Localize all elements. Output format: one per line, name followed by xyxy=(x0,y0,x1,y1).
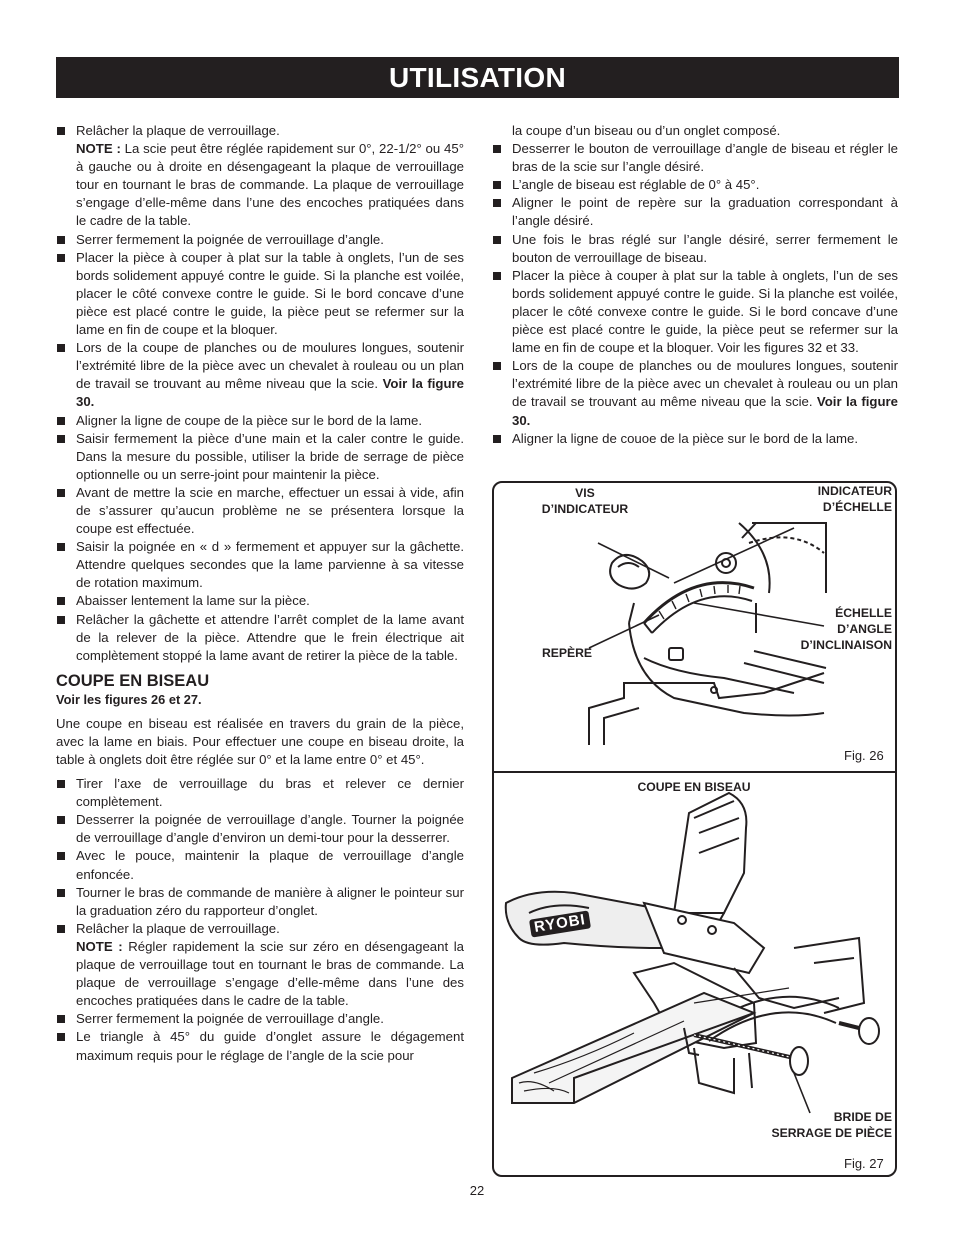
figure-reference: Voir la figure 30. xyxy=(512,394,899,428)
label-bride-serrage xyxy=(762,1109,892,1141)
list-item: Avant de mettre la scie en marche, effectuer un essai à vide, afin de s’assurer qu’aucun problème ne se présentera lorsque la coupe est effectuée. xyxy=(56,484,464,538)
note-text: La scie peut être réglée rapidement sur 0°, 22-1/2° ou 45° à gauche ou à droite en désengageant la plaque de verrouillage tour en tournant le bras de commande. La plaque de verrouillage s’engage d’elle-même dans l’une des encoches pratiquées dans le cadre de la table. xyxy=(76,141,464,229)
label-line: BRIDE DE xyxy=(833,1110,892,1124)
right-column xyxy=(492,122,898,448)
figure-27-caption: Fig. 27 xyxy=(844,1156,884,1171)
list-item: Le triangle à 45° du guide d’onglet assure le dégagement maximum requis pour le réglage de l’angle de la scie pour xyxy=(56,1028,464,1064)
list-item: Abaisser lentement la lame sur la pièce. xyxy=(56,592,464,610)
list-item: Tourner le bras de commande de manière à aligner le pointeur sur la graduation zéro du rapporteur d’onglet. xyxy=(56,884,464,920)
list-item: Desserrer la poignée de verrouillage d’angle. Tourner la poignée de verrouillage d’angle d’environ un demi-tour pour la desserrer. xyxy=(56,811,464,847)
list-item: Tirer l’axe de verrouillage du bras et relever ce dernier complètement. xyxy=(56,775,464,811)
list-item xyxy=(492,357,898,429)
list-item-text: Lors de la coupe de planches ou de moulures longues, soutenir l’extrémité libre de la pièce avec un chevalet à rouleau ou un plan de travail se trouvant au même niveau que la scie. xyxy=(512,358,898,410)
label-repere xyxy=(532,645,602,661)
list-item: Desserrer le bouton de verrouillage d’angle de biseau et régler le bras de la scie sur l’angle désiré. xyxy=(492,140,898,176)
list-item: Aligner la ligne de couoe de la pièce sur le bord de la lame. xyxy=(492,430,898,448)
list-item: Relâcher la plaque de verrouillage. xyxy=(56,920,464,938)
list-item: L’angle de biseau est réglable de 0° à 45°. xyxy=(492,176,898,194)
note-label: NOTE : xyxy=(76,938,123,954)
continued-text: la coupe d’un biseau ou d’un onglet composé. xyxy=(512,123,781,138)
instruction-list-4 xyxy=(56,1010,464,1064)
instruction-list-2 xyxy=(56,231,464,665)
note-paragraph xyxy=(56,938,464,1010)
label-echelle-angle xyxy=(780,605,892,653)
section-subtitle: Voir les figures 26 et 27. xyxy=(56,691,202,707)
instruction-list-1 xyxy=(56,122,464,140)
label-vis-indicateur xyxy=(530,485,640,517)
list-item: Une fois le bras réglé sur l’angle désiré, serrer fermement le bouton de verrouillage de biseau. xyxy=(492,231,898,267)
list-item: Aligner le point de repère sur la graduation correspondant à l’angle désiré. xyxy=(492,194,898,230)
label-line: INDICATEUR xyxy=(817,484,892,498)
list-item: Relâcher la plaque de verrouillage. xyxy=(56,122,464,140)
list-item xyxy=(56,339,464,411)
label-line: D’ANGLE xyxy=(837,622,892,636)
label-line: REPÈRE xyxy=(541,646,593,660)
label-coupe-en-biseau xyxy=(614,779,774,795)
list-item: Avec le pouce, maintenir la plaque de verrouillage d’angle enfoncée. xyxy=(56,847,464,883)
section-header xyxy=(56,57,899,98)
figure-reference: Voir la figure 30. xyxy=(76,376,464,410)
label-line: COUPE EN BISEAU xyxy=(637,780,751,794)
list-item: Saisir la poignée en « d » fermement et appuyer sur la gâchette. Attendre quelques secondes que la lame parvienne à sa vitesse de rotation maximum. xyxy=(56,538,464,592)
label-indicateur-echelle xyxy=(782,483,892,515)
list-item: Serrer fermement la poignée de verrouillage d’angle. xyxy=(56,1010,464,1028)
note-text: Régler rapidement la scie sur zéro en désengageant la plaque de verrouillage tout en tournant le bras de commande. La plaque de verrouillage s’engage d’elle-même dans l’une des encoches pratiquées dans le cadre de la table. xyxy=(76,938,464,1009)
figure-26-caption: Fig. 26 xyxy=(844,748,884,763)
ryobi-logo: RYOBI xyxy=(529,910,591,937)
note-label: NOTE : xyxy=(76,141,121,157)
label-line: D’INCLINAISON xyxy=(800,638,892,652)
page-title: UTILISATION xyxy=(389,62,566,93)
note-paragraph xyxy=(56,140,464,230)
instruction-list-3 xyxy=(56,775,464,938)
list-item: Placer la pièce à couper à plat sur la table à onglets, l’un de ses bords solidement appuyé contre le guide. Si la planche est voilée, placer le côté convexe contre le guide. Si le bord concave d’une pièce est placé contre le guide, la pièce peut se refermer sur la lame en fin de coupe et la bloquer. Voir les figures 32 et 33. xyxy=(492,267,898,357)
label-line: ÉCHELLE xyxy=(835,606,892,620)
list-item: Serrer fermement la poignée de verrouillage d’angle. xyxy=(56,231,464,249)
left-column xyxy=(56,122,464,1065)
label-line: VIS xyxy=(575,486,595,500)
instruction-list-5 xyxy=(492,140,898,448)
list-item: Placer la pièce à couper à plat sur la table à onglets, l’un de ses bords solidement appuyé contre le guide. Si la planche est voilée, placer le côté convexe contre le guide. Si le bord concave d’une pièce est placé contre le guide, la pièce peut se refermer sur la lame en fin de coupe et la bloquer. xyxy=(56,249,464,339)
list-item: Saisir fermement la pièce d’une main et la caler contre le guide. Dans la mesure du possible, utiliser la bride de serrage de pièce optionnelle ou un serre-joint pour maintenir la pièce. xyxy=(56,430,464,484)
intro-paragraph: Une coupe en biseau est réalisée en travers du grain de la pièce, avec la lame en biais. Pour effectuer une coupe en biseau droite, la table à onglets doit être réglée sur 0° et la lame entre 0° et 45°. xyxy=(56,715,464,767)
list-item: Relâcher la gâchette et attendre l’arrêt complet de la lame avant de la relever de la pièce. Attendre que le frein électrique ait complètement stoppé la lame avant de retirer la pièce de la table. xyxy=(56,611,464,665)
list-item-text: Lors de la coupe de planches ou de moulures longues, soutenir l’extrémité libre de la pièce avec un chevalet à rouleau ou un plan de travail se trouvant au même niveau que la scie. xyxy=(76,340,464,392)
label-line: SERRAGE DE PIÈCE xyxy=(771,1126,892,1140)
page-number: 22 xyxy=(469,1183,485,1198)
figure-box xyxy=(492,481,897,1177)
section-title: COUPE EN BISEAU xyxy=(56,671,210,690)
label-line: D’ÉCHELLE xyxy=(822,500,892,514)
label-line: D’INDICATEUR xyxy=(541,502,629,516)
list-item: Aligner la ligne de coupe de la pièce sur le bord de la lame. xyxy=(56,412,464,430)
